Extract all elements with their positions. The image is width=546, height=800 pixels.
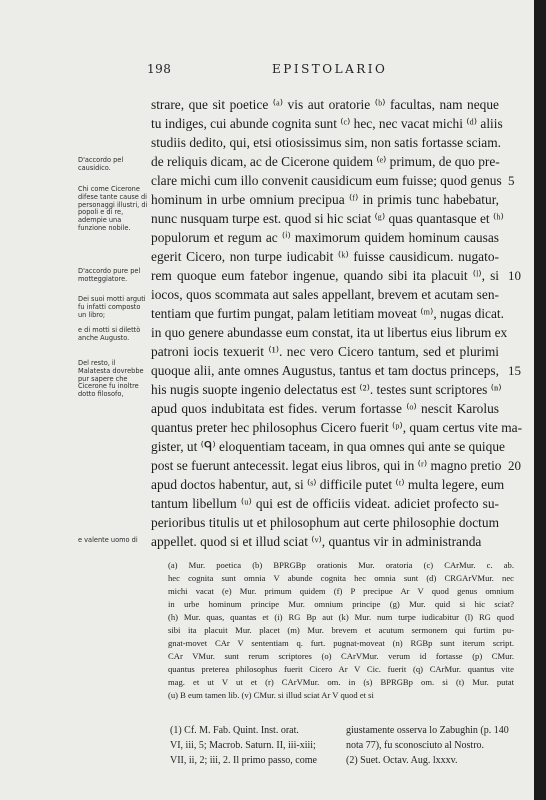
apparatus-line: (h) Mur. quas, quantas et (i) RG Bp aut (k) Mur. num turpe iudicabitur (l) RG quod (168, 612, 514, 622)
apparatus-line: michi vacat (e) Mur. primum quidem (f) P precipue Ar V quod genus omnium (168, 586, 514, 596)
text-line: in quo genere abundasse eum constat, ita ut libertus eius librum ex (151, 325, 508, 340)
margin-note: e di motti si dilettò anche Augusto. (78, 326, 141, 342)
line-number: 10 (508, 268, 521, 283)
apparatus-line: mag. et ut V ut et (r) CArVMur. om. in (s) BPRGBp om. si (t) Mur. putat (168, 677, 514, 687)
apparatus-line: sibi ita placuit Mur. placet (m) Mur. brevem et acutum sermonem qui furtim pu- (168, 625, 514, 635)
text-line: apud doctos habentur, aut, si ⁽ˢ⁾ difficile putet ⁽ᵗ⁾ multa legere, eum (151, 477, 505, 492)
text-line: strare, que sit poetice ⁽ᵃ⁾ vis aut oratorie ⁽ᵇ⁾ facultas, nam neque (151, 97, 499, 112)
margin-note: e valente uomo di (78, 536, 138, 544)
margin-note: Del resto, il Malatesta dovrebbe pur sapere che Cicerone fu inoltre dotto filosofo, (78, 359, 144, 399)
text-line: perioribus titulis ut et philosophum aut certe philosophie doctum (151, 515, 499, 530)
text-line: clare michi cum illo convenit causidicum eum fuisse; quod genus (151, 173, 502, 188)
apparatus-line: hec cognita sunt omnia V abunde cognita hec omnia sunt (d) CRGArVMur. nec (168, 573, 514, 583)
apparatus-line: (u) B eum tamen lib. (v) CMur. si illud sciat Ar V quod et si (168, 690, 374, 700)
text-line: egerit Cicero, non turpe iudicabit ⁽ᵏ⁾ fuisse causidicum. nugato- (151, 249, 499, 264)
line-number: 5 (508, 173, 515, 188)
apparatus-line: quantus preterea philosophus fuerit Cicero Ar V Cic. fuerit (q) CArMur. quantus vite (168, 664, 514, 674)
text-line: nunc nusquam turpe est. quod si hic sciat ⁽ᵍ⁾ quas quantasque et ⁽ʰ⁾ (151, 211, 504, 226)
text-line: populorum et regum ac ⁽ⁱ⁾ maximorum quidem hominum causas (151, 230, 499, 245)
margin-note: D'accordo pel causidico. (78, 156, 124, 172)
text-line: his nugis suopte ingenio delectatus est ⁽²⁾. testes sunt scriptores ⁽ⁿ⁾ (151, 382, 502, 397)
running-title: EPISTOLARIO (272, 62, 388, 76)
text-line: tu indiges, cui abunde cognita sunt ⁽ᶜ⁾ hec, nec vacat michi ⁽ᵈ⁾ aliis (151, 116, 503, 131)
page-number: 198 (147, 62, 172, 76)
apparatus-line: in urbe hominum principe Mur. omnium principe (g) Mur. quid si hic sciat? (168, 599, 514, 609)
text-line: quoque alii, ante omnes Augustus, tantus et tam doctus princeps, (151, 363, 499, 378)
text-line: apud quos indubitata est fides. verum fortasse ⁽ᵒ⁾ nescit Karolus (151, 401, 499, 416)
text-line: studiis dedito, qui, etsi otiosissimus sim, non satis fortasse sciam. (151, 135, 502, 150)
text-line: patroni iocis texuerit ⁽¹⁾. nec vero Cicero tantum, sed et plurimi (151, 344, 499, 359)
text-line: appellet. quod si et illud sciat ⁽ᵛ⁾, quantus vir in administranda (151, 534, 482, 549)
footnote-line: nota 77), fu sconosciuto al Nostro. (346, 740, 485, 751)
footnote-line: (1) Cf. M. Fab. Quint. Inst. orat. (170, 725, 299, 736)
footnote-line: VI, iii, 5; Macrob. Saturn. II, iii-xiii; (170, 740, 316, 751)
text-line: post se fuerunt antecessit. legat eius libros, qui in ⁽ʳ⁾ magno pretio (151, 458, 502, 473)
apparatus-line: (a) Mur. poetica (b) BPRGBp orationis Mur. oratoria (c) CArMur. c. ab. (168, 560, 514, 570)
footnote-line: VII, ii, 2; iii, 2. Il primo passo, come (170, 755, 317, 766)
line-number: 20 (508, 458, 521, 473)
text-line: tentiam que furtim pungat, palam letitiam moveat ⁽ᵐ⁾, nugas dicat. (151, 306, 505, 321)
margin-note: Dei suoi motti arguti fu infatti composto un libro; (78, 295, 146, 319)
text-line: hominum in urbe omnium precipua ⁽ᶠ⁾ in primis tunc habebatur, (151, 192, 499, 207)
text-line: rem quoque eum fatebor ingenue, quando sibi ita placuit ⁽ˡ⁾, si (151, 268, 499, 283)
line-number: 15 (508, 363, 521, 378)
text-line: gister, ut ⁽ᑫ⁾ eloquentiam taceam, in qua omnes qui ante se quique (151, 439, 505, 454)
footnote-line: (2) Suet. Octav. Aug. lxxxv. (346, 755, 458, 766)
margin-note: D'accordo pure pel motteggiatore. (78, 267, 141, 283)
apparatus-line: gnat-movet CAr V sententiam q. furt. pugnat-moveat (n) RGBp sunt iterum script. (168, 638, 514, 648)
scan-edge (534, 0, 546, 800)
text-line: de reliquis dicam, ac de Cicerone quidem ⁽ᵉ⁾ primum, de quo pre- (151, 154, 500, 169)
text-line: tantum libellum ⁽ᵘ⁾ qui est de officiis videat. adiciet profecto su- (151, 496, 499, 511)
margin-note: Chi come Cicerone difese tante cause di personaggi illustri, di popoli e di re, adempie una funzione nobile. (78, 185, 148, 232)
text-line: quantus preter hec philosophus Cicero fuerit ⁽ᵖ⁾, quam certus vite ma- (151, 420, 523, 435)
apparatus-line: CAr VMur. sunt rerum scriptores (o) CArVMur. verum id fortasse (p) CMur. (168, 651, 514, 661)
text-line: iocos, quos scommata aut sales appellant, brevem et acutam sen- (151, 287, 499, 302)
footnote-line: giustamente osserva lo Zabughin (p. 140 (346, 725, 509, 736)
